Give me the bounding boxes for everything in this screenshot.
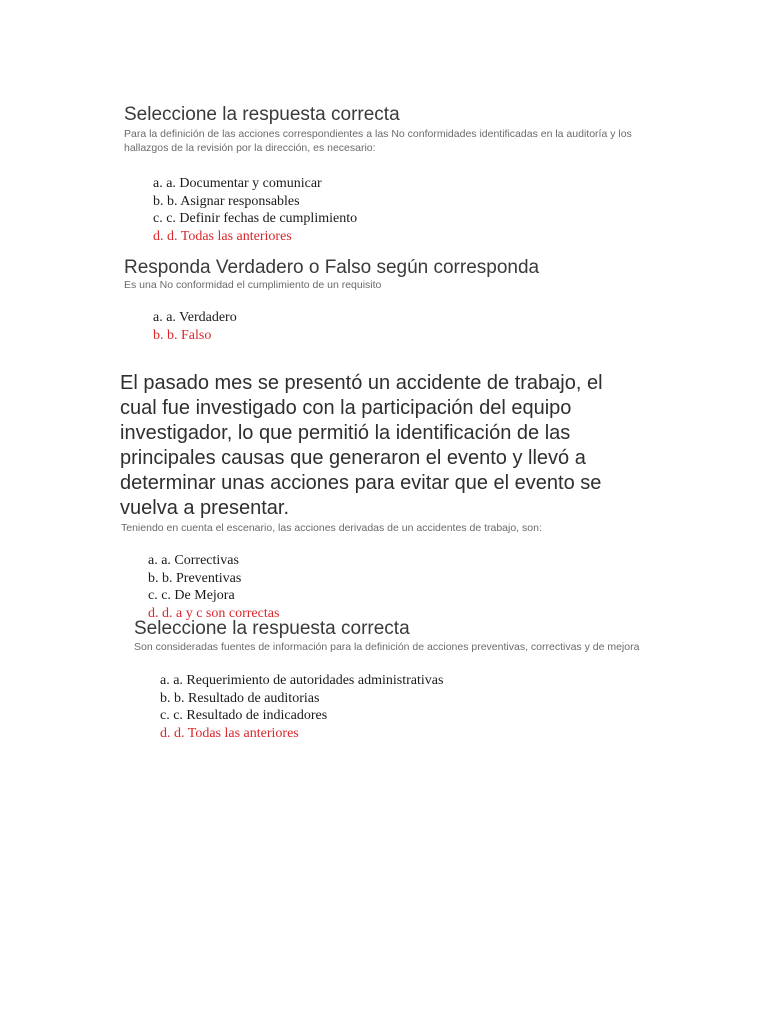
option-item-correct: d. d. Todas las anteriores (153, 228, 292, 244)
option-item: b. b. Asignar responsables (153, 193, 300, 209)
option-list (148, 552, 640, 622)
question-prompt: Son consideradas fuentes de información para la definición de acciones preventivas, correctivas y de mejora (134, 641, 640, 653)
option-list (160, 672, 694, 742)
question-scenario: El pasado mes se presentó un accidente de trabajo, el cual fue investigado con la participación del equipo investigador, lo que permitió la identificación de las principales causas que generaron el evento y llevó a determinar unas acciones para evitar que el evento se vuelva a presentar. (120, 372, 603, 519)
option-item: c. c. Definir fechas de cumplimiento (153, 211, 358, 226)
option-item-correct: b. b. Falso (153, 327, 212, 343)
option-list (153, 309, 664, 344)
option-item: c. c. Resultado de indicadores (160, 708, 328, 723)
question-prompt: Es una No conformidad el cumplimiento de un requisito (124, 279, 382, 291)
option-item: c. c. De Mejora (148, 588, 235, 603)
option-item: a. a. Verdadero (153, 310, 237, 325)
question-title: Seleccione la respuesta correcta (134, 618, 410, 639)
question-block-2 (124, 257, 664, 344)
question-block-1 (124, 104, 664, 245)
option-item: a. a. Correctivas (148, 553, 239, 568)
question-prompt: Teniendo en cuenta el escenario, las acciones derivadas de un accidentes de trabajo, son: (121, 522, 542, 534)
option-item-correct: d. d. a y c son correctas (148, 605, 280, 621)
question-block-4 (134, 618, 694, 742)
question-title: Seleccione la respuesta correcta (124, 104, 400, 125)
option-item: a. a. Requerimiento de autoridades administrativas (160, 673, 444, 688)
option-item: a. a. Documentar y comunicar (153, 176, 322, 191)
option-list (153, 175, 664, 245)
question-block-3 (120, 371, 640, 622)
question-prompt: Para la definición de las acciones correspondientes a las No conformidades identificadas en la auditoría y los hallazgos de la revisión por la dirección, es necesario: (124, 128, 632, 154)
question-title: Responda Verdadero o Falso según corresponda (124, 257, 540, 278)
option-item-correct: d. d. Todas las anteriores (160, 725, 299, 741)
option-item: b. b. Resultado de auditorias (160, 690, 320, 706)
option-item: b. b. Preventivas (148, 570, 242, 586)
